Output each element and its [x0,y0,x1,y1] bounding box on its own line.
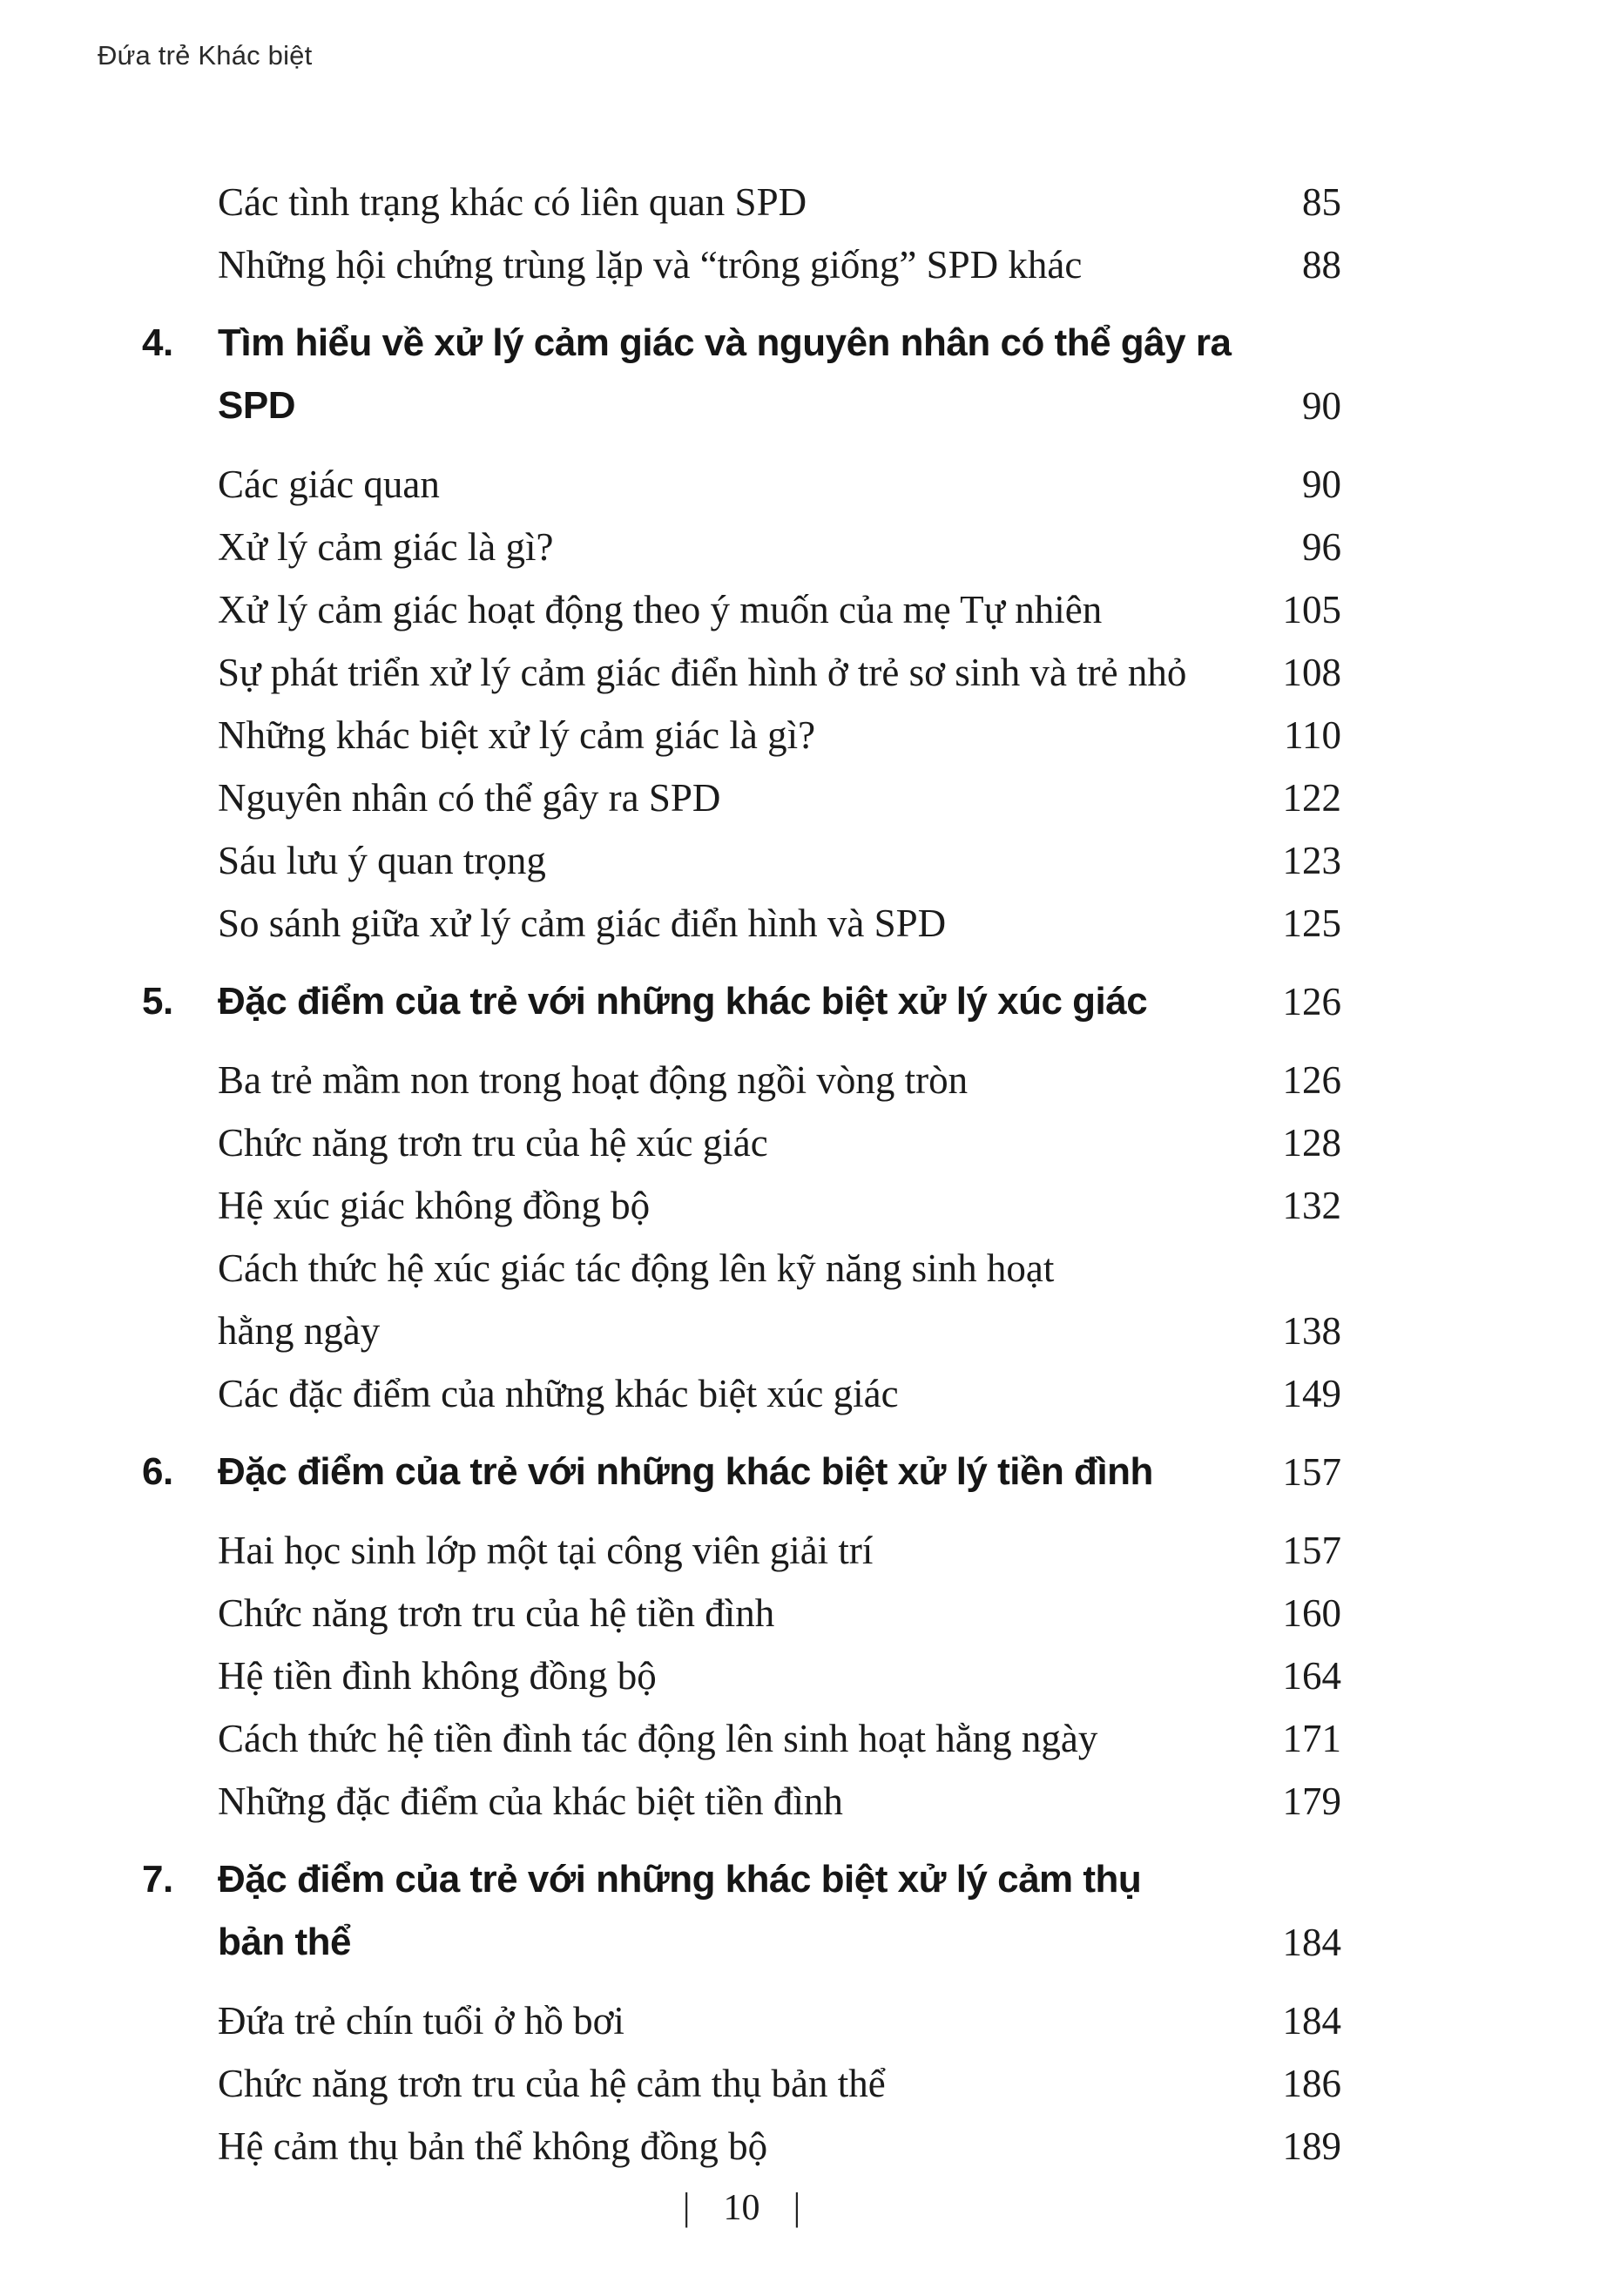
toc-entry-title: Hệ tiền đình không đồng bộ [218,1654,657,1698]
toc-page-number: 85 [1302,180,1341,224]
toc-entry-title-column [218,829,1239,892]
toc-entry-title: Các giác quan [218,463,440,506]
toc-entry-title-column [218,1111,1239,1174]
toc-entry [142,1049,1341,1111]
toc-entry [142,829,1341,892]
toc-entry [142,1644,1341,1707]
toc-entry-title-column [218,970,1239,1033]
toc-entry-title: Ba trẻ mầm non trong hoạt động ngồi vòng tròn [218,1058,969,1102]
chapter-title-line: Đặc điểm của trẻ với những khác biệt xử lý xúc giác [218,980,1148,1023]
toc-entry-title-column [218,171,1239,233]
footer-separator-right: | [793,2185,801,2228]
toc-entry [142,2115,1341,2178]
toc-page-number: 128 [1282,1121,1341,1165]
toc-page-number: 138 [1282,1309,1341,1353]
page-footer [142,2185,1341,2229]
toc-page-number: 126 [1282,1058,1341,1102]
toc-entry [142,1362,1341,1425]
toc-entry [142,453,1341,516]
chapter-number: 4. [142,321,173,364]
chapter-title-line: Đặc điểm của trẻ với những khác biệt xử lý tiền đình [218,1450,1153,1493]
toc-page-number: 171 [1282,1717,1341,1760]
toc-page-number: 164 [1282,1654,1341,1698]
toc-page-number: 184 [1282,1999,1341,2043]
toc-entry-title-column [218,516,1239,578]
toc-entry-title: Hệ cảm thụ bản thể không đồng bộ [218,2124,768,2168]
toc-entry-title-column [218,704,1239,766]
toc-entry-title-column [218,1362,1239,1425]
toc-page-number: 96 [1302,525,1341,569]
toc-entry-title-column [218,2115,1239,2178]
toc-entry [142,1582,1341,1644]
toc-entry-title: Chức năng trơn tru của hệ xúc giác [218,1121,768,1165]
toc-entry-title-column [218,578,1239,641]
toc-entry-title-column [218,1644,1239,1707]
toc-page-number: 149 [1282,1372,1341,1415]
toc-entry-title-column [218,1989,1239,2052]
toc-entry-title: Các đặc điểm của những khác biệt xúc giác [218,1372,899,1415]
toc-entry [142,1111,1341,1174]
chapter-number: 6. [142,1450,173,1493]
chapter-number: 7. [142,1858,173,1901]
toc-entry-title-column [218,453,1239,516]
toc-entry-title: Những đặc điểm của khác biệt tiền đình [218,1779,843,1823]
chapter-number: 5. [142,980,173,1023]
toc-entry-title: Cách thức hệ xúc giác tác động lên kỹ năng sinh hoạt [218,1246,1055,1290]
toc-entry-title-column [218,312,1239,437]
toc-entry [142,641,1341,704]
toc-entry [142,1519,1341,1582]
toc-page-number: 132 [1282,1184,1341,1227]
toc-entry-title: Xử lý cảm giác hoạt động theo ý muốn của mẹ Tự nhiên [218,588,1103,631]
toc-page-number: 108 [1282,651,1341,694]
toc-entry [142,171,1341,233]
chapter-title-line: Tìm hiểu về xử lý cảm giác và nguyên nhân có thể gây ra [218,321,1232,364]
toc-entry-title-column [218,641,1239,704]
toc-entry [142,1770,1341,1833]
toc-entry [142,1237,1341,1362]
toc-page-number: 179 [1282,1779,1341,1823]
toc-entry [142,1989,1341,2052]
toc-page-number: 125 [1282,902,1341,945]
toc-entry [142,1707,1341,1770]
toc-page-number: 189 [1282,2124,1341,2168]
toc-entry-title-column [218,1049,1239,1111]
toc-entry [142,1848,1341,1974]
running-header: Đứa trẻ Khác biệt [98,40,313,71]
toc-entry-title: Nguyên nhân có thể gây ra SPD [218,776,721,820]
toc-entry-title: Những khác biệt xử lý cảm giác là gì? [218,713,816,757]
toc-page-number: 105 [1282,588,1341,631]
chapter-title-line: bản thể [218,1921,351,1963]
toc-entry [142,578,1341,641]
toc-entry [142,704,1341,766]
toc-page-number: 126 [1282,980,1341,1023]
toc-page-number: 90 [1302,463,1341,506]
toc-entry-title-column [218,1237,1239,1362]
toc-entry-title-column [218,766,1239,829]
toc-entry-title: Hệ xúc giác không đồng bộ [218,1184,651,1227]
toc-entry-title-column [218,1519,1239,1582]
toc-page-number: 122 [1282,776,1341,820]
toc-entry-title: Cách thức hệ tiền đình tác động lên sinh hoạt hằng ngày [218,1717,1098,1760]
toc-entry-title: hằng ngày [218,1309,381,1353]
chapter-title-line: Đặc điểm của trẻ với những khác biệt xử lý cảm thụ [218,1858,1142,1901]
toc-page-number: 157 [1282,1529,1341,1572]
toc-page-number: 88 [1302,243,1341,287]
toc-entry-title-column [218,2052,1239,2115]
toc-entry [142,516,1341,578]
toc-page-number: 157 [1282,1450,1341,1494]
toc-entry-title-column [218,1441,1239,1503]
toc-entry-title: Sự phát triển xử lý cảm giác điển hình ở trẻ sơ sinh và trẻ nhỏ [218,651,1187,694]
toc-page-number: 90 [1302,384,1341,428]
toc-entry [142,1441,1341,1503]
toc-entry [142,970,1341,1033]
toc-entry-title: Những hội chứng trùng lặp và “trông giống” SPD khác [218,243,1083,287]
toc-entry [142,892,1341,955]
toc-entry-title-column [218,233,1239,296]
chapter-title-line: SPD [218,384,295,427]
toc-entry-title-column [218,1582,1239,1644]
toc-entry-title-column [218,892,1239,955]
toc-list [142,171,1341,2178]
footer-separator-left: | [682,2185,691,2228]
toc-entry [142,1174,1341,1237]
toc-entry-title-column [218,1707,1239,1770]
toc-entry [142,766,1341,829]
toc-page-number: 160 [1282,1591,1341,1635]
toc-entry-title: Đứa trẻ chín tuổi ở hồ bơi [218,1999,624,2043]
footer-page-number: 10 [723,2188,760,2228]
toc-entry [142,2052,1341,2115]
toc-page-number: 123 [1282,839,1341,882]
toc-entry-title-column [218,1770,1239,1833]
toc-entry-title-column [218,1848,1239,1974]
toc-entry-title: Xử lý cảm giác là gì? [218,525,554,569]
toc-entry-title: Chức năng trơn tru của hệ tiền đình [218,1591,775,1635]
toc-page-number: 184 [1282,1921,1341,1964]
toc-page-number: 186 [1282,2062,1341,2105]
toc-entry-title-column [218,1174,1239,1237]
toc-entry-title: Sáu lưu ý quan trọng [218,839,546,882]
toc-page-number: 110 [1284,713,1341,757]
toc-entry [142,233,1341,296]
toc-entry-title: Các tình trạng khác có liên quan SPD [218,180,807,224]
toc-entry-title: Hai học sinh lớp một tại công viên giải trí [218,1529,874,1572]
toc-entry-title: So sánh giữa xử lý cảm giác điển hình và SPD [218,902,947,945]
toc-entry [142,312,1341,437]
toc-entry-title: Chức năng trơn tru của hệ cảm thụ bản thể [218,2062,886,2105]
